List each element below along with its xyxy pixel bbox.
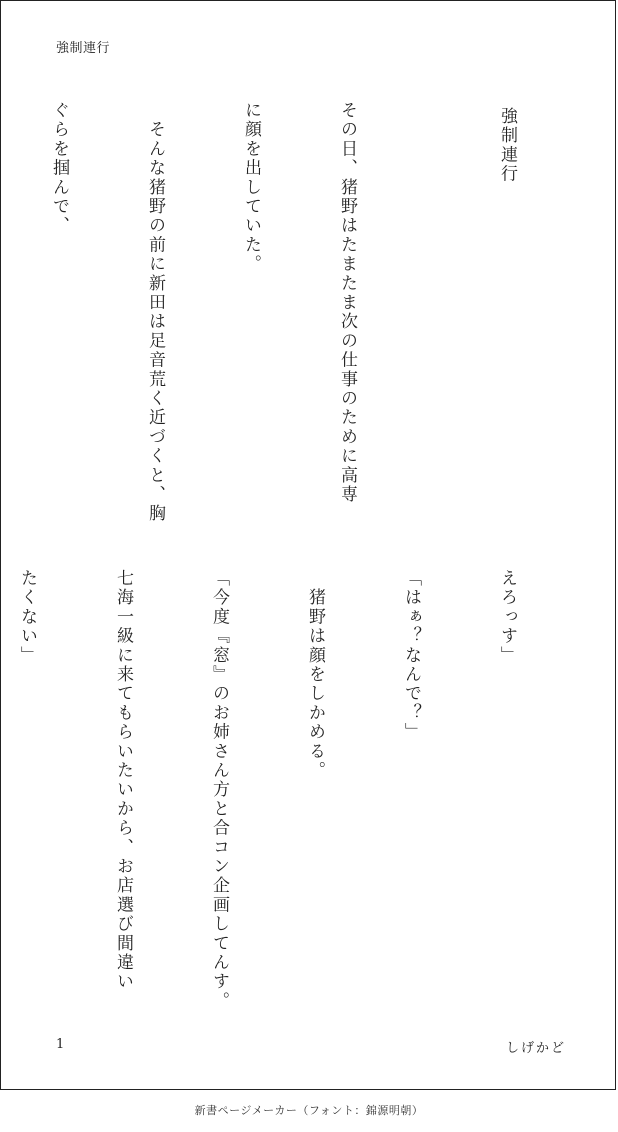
chapter-title: 強制連行 bbox=[497, 107, 517, 184]
text-line: その日、猪野はたまたま次の仕事のために高専 bbox=[337, 101, 357, 505]
text-block-bottom bbox=[0, 569, 587, 1011]
text-line: えろっす」 bbox=[497, 569, 517, 665]
text-line: 猪野は顔をしかめる。 bbox=[305, 569, 325, 781]
text-line: 「今度『窓』のお姉さん方と合コン企画してんす。 bbox=[209, 569, 229, 1011]
running-header: 強制連行 bbox=[56, 41, 111, 56]
text-line: に顔を出していた。 bbox=[241, 101, 261, 274]
footer-credit: 新書ページメーカー（フォント：錦源明朝） bbox=[194, 1104, 424, 1117]
text-line: たくない」 bbox=[17, 569, 37, 665]
text-block-top bbox=[0, 101, 587, 531]
text-line: ぐらを掴んで、 bbox=[49, 101, 69, 236]
text-line: 七海一級に来てもらいたいから、お店選び間違い bbox=[113, 569, 133, 992]
text-line: 「はぁ？なんで？」 bbox=[401, 569, 421, 742]
page-number: 1 bbox=[56, 1037, 65, 1052]
text-line: そんな猪野の前に新田は足音荒く近づくと、胸 bbox=[145, 101, 165, 524]
author-name: しげかど bbox=[506, 1041, 567, 1056]
